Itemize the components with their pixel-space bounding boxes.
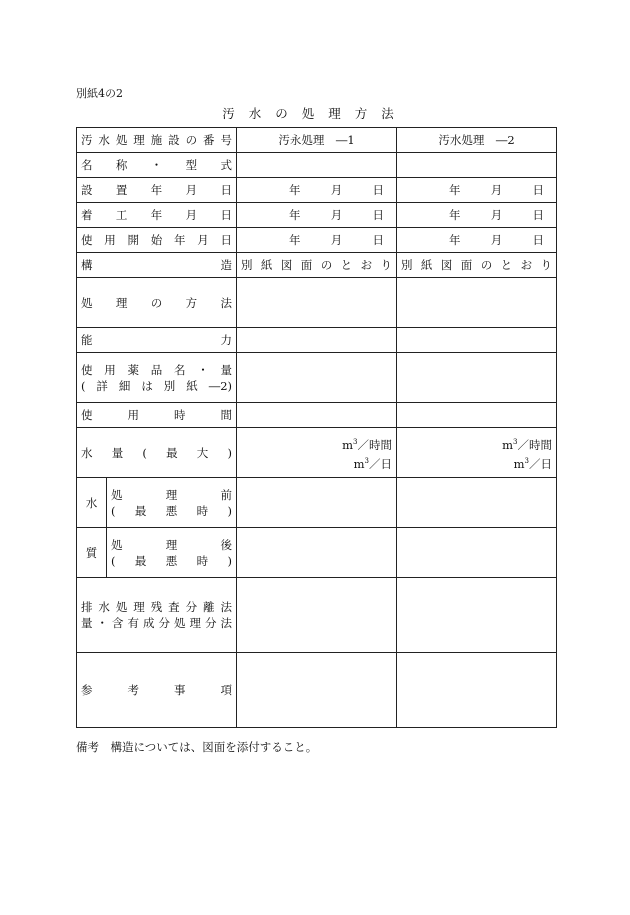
wq-before-label: [107, 478, 237, 528]
start-construction-col2-cell[interactable]: [397, 203, 557, 228]
header-label: 汚水処理施設の番号: [77, 128, 237, 153]
name-col1-cell[interactable]: [237, 153, 397, 178]
hours-label: 使用時間: [77, 403, 237, 428]
notes-col1-cell[interactable]: [237, 653, 397, 728]
day-unit: 日: [372, 183, 384, 197]
month-unit: 月: [490, 233, 503, 247]
day-unit: 日: [532, 233, 544, 247]
col1-header: 汚永処理 ―1: [237, 128, 397, 153]
chemicals-col1-cell[interactable]: [237, 353, 397, 403]
month-unit: 月: [330, 183, 343, 197]
residue-line2: 量・含有成分処理分法: [81, 616, 232, 630]
row-capacity: [77, 328, 557, 353]
row-header: [77, 128, 557, 153]
row-water-amount: [77, 428, 557, 478]
water-quality-side-label-1: 水: [77, 478, 107, 528]
row-structure: [77, 253, 557, 278]
use-start-label: 使用開始年月日: [77, 228, 237, 253]
day-unit: 日: [532, 183, 544, 197]
attachment-label: 別紙4の2: [76, 87, 123, 100]
row-water-quality-before: [77, 478, 557, 528]
month-unit: 月: [490, 208, 503, 222]
water-quality-side-label-2: 質: [77, 528, 107, 578]
remark-text: 備考 構造については、図面を添付すること。: [76, 740, 318, 754]
method-col2-cell[interactable]: [397, 278, 557, 328]
use-start-col1-cell[interactable]: [237, 228, 397, 253]
wq-before-col1-cell[interactable]: [237, 478, 397, 528]
year-unit: 年: [449, 233, 461, 247]
day-unit: 日: [532, 208, 544, 222]
capacity-col2-cell[interactable]: [397, 328, 557, 353]
hours-col1-cell[interactable]: [237, 403, 397, 428]
chemicals-label: [77, 353, 237, 403]
row-start-construction: [77, 203, 557, 228]
row-residue: [77, 578, 557, 653]
residue-line1: 排水処理残査分離法: [81, 600, 232, 614]
install-date-label: 設置年月日: [77, 178, 237, 203]
day-unit: 日: [372, 208, 384, 222]
year-unit: 年: [289, 208, 301, 222]
wq-after-line1: 処理後: [111, 537, 232, 552]
month-unit: 月: [330, 233, 343, 247]
name-col2-cell[interactable]: [397, 153, 557, 178]
month-unit: 月: [330, 208, 343, 222]
chemicals-col2-cell[interactable]: [397, 353, 557, 403]
water-amount-label: 水量(最大): [77, 428, 237, 478]
flow-per-hour: $m^3/$時間: [342, 437, 392, 452]
capacity-label: 能力: [77, 328, 237, 353]
row-water-quality-after: [77, 528, 557, 578]
row-name: [77, 153, 557, 178]
water-amount-col1-cell[interactable]: [237, 428, 397, 478]
row-chemicals: [77, 353, 557, 403]
residue-col2-cell[interactable]: [397, 578, 557, 653]
chemicals-label-line1: 使用薬品名・量: [81, 362, 232, 377]
row-method: [77, 278, 557, 328]
col2-header: 汚水処理 ―2: [397, 128, 557, 153]
name-label: 名称・型式: [77, 153, 237, 178]
structure-col2-cell[interactable]: 別紙図面のとおり: [397, 253, 557, 278]
year-unit: 年: [449, 208, 461, 222]
install-date-col2-cell[interactable]: [397, 178, 557, 203]
wq-after-label: [107, 528, 237, 578]
install-date-col1-cell[interactable]: [237, 178, 397, 203]
wq-before-line1: 処理前: [111, 487, 232, 502]
notes-label: 参考事項: [77, 653, 237, 728]
row-notes: [77, 653, 557, 728]
start-construction-label: 着工年月日: [77, 203, 237, 228]
wq-before-line2: (最悪時): [111, 503, 232, 518]
method-label: 処理の方法: [77, 278, 237, 328]
residue-col1-cell[interactable]: [237, 578, 397, 653]
wq-after-col1-cell[interactable]: [237, 528, 397, 578]
notes-col2-cell[interactable]: [397, 653, 557, 728]
day-unit: 日: [372, 233, 384, 247]
wq-after-line2: (最悪時): [111, 553, 232, 568]
row-use-start: [77, 228, 557, 253]
year-unit: 年: [449, 183, 461, 197]
wq-before-col2-cell[interactable]: [397, 478, 557, 528]
month-unit: 月: [490, 183, 503, 197]
sewage-treatment-form: [76, 127, 557, 728]
row-hours: [77, 403, 557, 428]
flow-per-hour: $m^3/$時間: [502, 437, 552, 452]
wq-after-col2-cell[interactable]: [397, 528, 557, 578]
year-unit: 年: [289, 233, 301, 247]
capacity-col1-cell[interactable]: [237, 328, 397, 353]
start-construction-col1-cell[interactable]: [237, 203, 397, 228]
year-unit: 年: [289, 183, 301, 197]
structure-col1-cell[interactable]: 別紙図面のとおり: [237, 253, 397, 278]
hours-col2-cell[interactable]: [397, 403, 557, 428]
water-amount-col2-cell[interactable]: [397, 428, 557, 478]
row-install-date: [77, 178, 557, 203]
flow-per-day: $m^3/$日: [353, 456, 392, 471]
document-title: 汚水の処理方法: [222, 106, 408, 121]
flow-per-day: $m^3/$日: [513, 456, 552, 471]
method-col1-cell[interactable]: [237, 278, 397, 328]
residue-label: [77, 578, 237, 653]
chemicals-label-line2: (詳細は別紙―2): [81, 378, 232, 393]
structure-label: 構造: [77, 253, 237, 278]
use-start-col2-cell[interactable]: [397, 228, 557, 253]
